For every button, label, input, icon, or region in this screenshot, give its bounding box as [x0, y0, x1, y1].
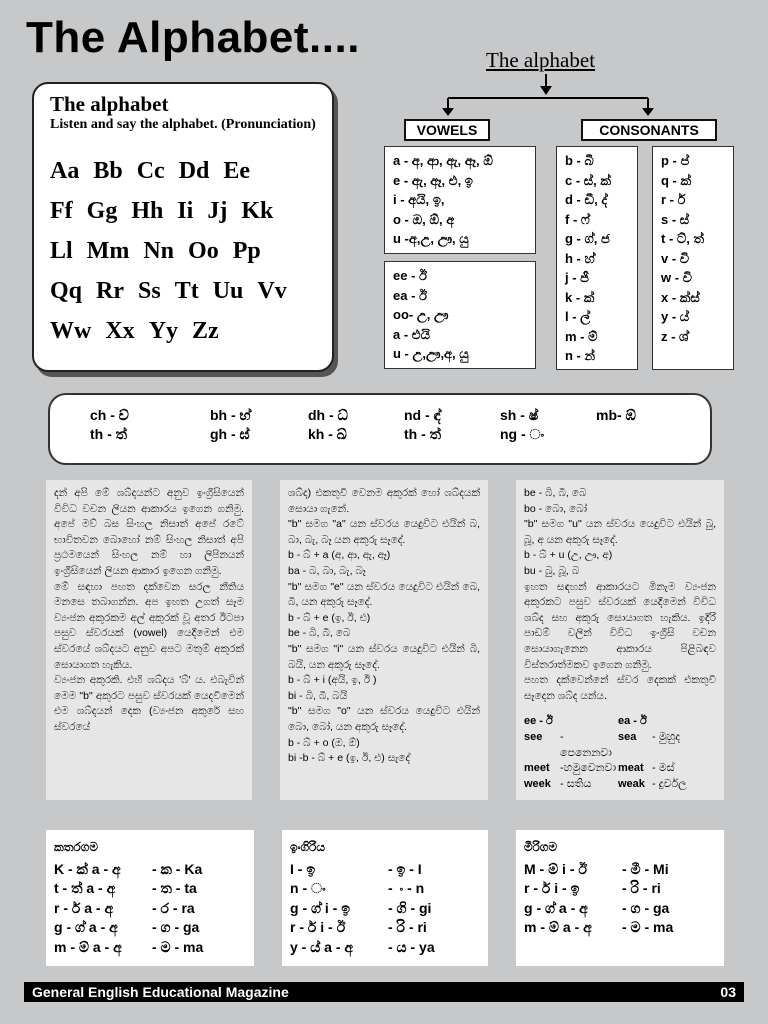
example-cell: - ත - ta: [152, 880, 197, 896]
sinhala-meaning: - මුහුද: [652, 730, 681, 743]
column-paragraph: "b" සමග "e" යන ස්වරය යෙදුවිට එයින් බෙ, බී, යන අකුරු සෑදේ.: [288, 580, 480, 609]
example-cell: - ං - n: [388, 880, 425, 896]
letter-pair: Ff: [50, 197, 73, 224]
letter-pair: Vv: [257, 277, 287, 304]
letter-row: [50, 311, 332, 351]
digraph-item: gh - ඝ්: [210, 426, 250, 442]
vowel-item: i - අයි, ඉ,: [393, 192, 445, 207]
column-paragraph: bi -b - බ් + e (ඉ, ඊ, එ) සැදේ: [288, 752, 410, 765]
example-cell: n - ං: [290, 880, 326, 896]
example-cell: M - ම් i - ඊ: [524, 860, 588, 877]
example-cell: m - ම් a - අ: [54, 938, 122, 955]
column-paragraph: bi - බි, බී, බයි: [288, 689, 348, 702]
example-cell: - ර - ra: [152, 899, 195, 916]
vowels-single-list: [384, 146, 536, 254]
letter-pair: Hh: [131, 197, 164, 224]
english-word: meat: [618, 762, 644, 775]
vowel-item: o - ඔ, ඕ, අ: [393, 211, 455, 227]
vowel-pair-item: a - එයි: [393, 326, 430, 342]
column-paragraph: bu - බු, බූ, බ: [524, 564, 580, 577]
digraph-strip: [48, 393, 712, 465]
consonants-left-list: [556, 146, 638, 370]
vowel-item: u -අ,උ, ඌ, යු: [393, 231, 469, 246]
tree-title: The alphabet: [486, 48, 596, 72]
letter-pair: Aa: [50, 157, 80, 184]
consonant-item: k - ක්: [565, 289, 595, 305]
example-cell: t - ත් a - අ: [54, 880, 116, 896]
example-cell: - මී - Mi: [622, 860, 669, 877]
vowel-word-row: [524, 777, 716, 793]
column-paragraph: ba - බ, බා, බැ, බෑ: [288, 564, 366, 577]
consonant-item: g - ග්, ජ: [565, 231, 610, 246]
magazine-name: General English Educational Magazine: [32, 984, 289, 1000]
digraph-item: bh - භ්: [210, 407, 251, 423]
column-paragraph: "b" සමග "a" යන ස්වරය යෙදුවිට එයින් බ, බා, බැ, බෑ යන අකුරු සෑදේ.: [288, 518, 480, 546]
consonant-item: p - ප්: [661, 153, 690, 168]
explanation-column-2: [280, 480, 488, 800]
example-cell: r - ර් i - ඉ: [524, 880, 580, 896]
vowels-label: VOWELS: [404, 119, 490, 141]
digraph-item: ch - ච්: [90, 407, 129, 423]
consonants-label: CONSONANTS: [581, 119, 717, 141]
example-cell: g - ග් i - ඉ: [290, 899, 350, 916]
digraph-item: sh - ෂ්: [500, 407, 539, 423]
letter-pair: Ee: [223, 157, 251, 184]
example-cell: y - ය් a - අ: [290, 938, 354, 955]
letter-row: [50, 231, 332, 271]
vowel-pair-examples: [524, 714, 716, 792]
consonant-item: n - න්: [565, 348, 596, 363]
example-cell: - ය - ya: [388, 938, 435, 955]
sinhala-meaning: - මස්: [652, 762, 675, 775]
consonant-item: w - වි: [661, 270, 693, 285]
english-word: week: [524, 777, 551, 790]
example-title: ඉංගිරිය: [290, 840, 326, 854]
example-box-kataragama: [46, 830, 254, 966]
example-row: [54, 918, 254, 938]
consonant-item: c - ස්, ක්: [565, 172, 611, 188]
letter-pair: Cc: [136, 157, 165, 184]
example-row: [524, 899, 724, 919]
letter-pair: Qq: [50, 277, 83, 304]
example-cell: - රි - ri: [622, 880, 661, 896]
letter-pair: Ll: [50, 237, 73, 264]
consonant-item: x - ක්ස්: [661, 289, 700, 305]
vowel-word-row: [524, 730, 716, 761]
letter-pair: Ii: [177, 197, 194, 224]
example-row: [54, 860, 254, 880]
column-paragraph: "b" සමග "o" යන ස්වරය යෙදුවිට එයින් බො, බෝ, යන අකුරු සෑදේ.: [288, 705, 480, 733]
consonant-item: b - බී: [565, 153, 594, 168]
column-paragraph: ඉහත සඳහන් ආකාරයට මිනැම ව්‍යංජන අකුරකට පසුව ස්වරයක් යෙදීමෙන් විවිධ ශබ්ද සහ අකුරු සොයාගත හැකිය. ඉදිරි පාඩම් වලින් විවිධ ඉංග්‍රීසි වචන සොයාගැනෙන ආකාරය පිළිබඳව විස්තරාත්මකව ඉගෙන ගනිමු.: [524, 580, 716, 671]
column-paragraph: b - බ් + e (ඉ, ඊ, එ): [288, 611, 371, 624]
example-title: මීරිගම: [524, 840, 558, 854]
example-row: [290, 879, 488, 899]
example-cell: I - ඉ: [290, 860, 316, 877]
vowel-pair-header: [524, 714, 716, 730]
consonant-item: m - ම්: [565, 328, 598, 344]
column-paragraph: "b" සමග "u" යන ස්වරය යෙදුවිට එයින් බු, බූ, අ යන අකුරු සෑදේ.: [524, 518, 716, 546]
vowel-item: a - අ, ආ, ඇ, ඈ, ඕ: [393, 153, 493, 168]
alphabet-letters: [50, 151, 332, 351]
example-cell: - ක - Ka: [152, 860, 203, 877]
letter-pair: Pp: [232, 237, 261, 264]
letter-pair: Gg: [86, 197, 118, 224]
column-paragraph: මේ සඳහා පහත දක්වෙන සරල නීතිය මනසෙ තබාගන්න. අප ඉහත උගත් සෑම ව්‍යංජන අකුරකම අල් අකුරක් වූ අතර ඊටපා පසුව ස්වරයක් (vowel) යෙදීමෙන් එම ස්වරයේ ශබ්දයට අනුව අපට මතුම් අකුරක් සොයාගත හැකිය.: [54, 580, 244, 671]
column-paragraph: ශබ්ද) එකතුවී වෙනම අකුරක් හෝ ශබ්දයක් සොයා ගැනේ.: [288, 487, 480, 515]
example-cell: K - ක් a - අ: [54, 860, 121, 877]
alphabet-instruction: Listen and say the alphabet. (Pronunciation): [50, 117, 316, 132]
consonant-item: q - ක්: [661, 172, 692, 188]
consonant-item: z - ශ්: [661, 328, 689, 344]
example-cell: g - ග් a - අ: [54, 919, 118, 935]
sinhala-meaning: - දුර්වල: [652, 777, 687, 790]
sinhala-meaning: - සතිය: [560, 777, 592, 790]
consonant-item: s - ස්: [661, 211, 690, 227]
example-row: [54, 879, 254, 899]
consonant-item: f - ෆ්: [565, 211, 590, 227]
letter-row: [50, 271, 332, 311]
consonant-item: j - ජී: [565, 270, 589, 285]
letter-pair: Yy: [148, 317, 179, 344]
letter-pair: Xx: [105, 317, 135, 344]
column-paragraph: ව්‍යංජන අකුරකි. එහි ශබ්දය 'බ්' ය. එබැවින් මෙම "b" අකුරට පසුව ස්වරයක් යෙදවීමෙන් එම ශබ්දයන් දෙක (ව්‍යංජන අකුරේ සහ ස්වරයේ: [54, 674, 244, 733]
column-paragraph: bo - බො, බෝ: [524, 502, 588, 515]
consonants-right-list: [652, 146, 734, 370]
column-paragraph: be - බි, බී, බෙ: [288, 627, 351, 640]
column-paragraph: b - බ් + u (උ, ඌ, අ): [524, 549, 613, 562]
digraph-item: kh - ඛ්: [308, 426, 347, 442]
letter-row: [50, 191, 332, 231]
english-word: meet: [524, 762, 550, 775]
example-cell: - රි - ri: [388, 919, 427, 935]
consonant-item: v - වි: [661, 250, 690, 266]
example-cell: - ග - ga: [152, 919, 200, 935]
vowel-pair-item: oo- උ, ඌ: [393, 307, 449, 322]
example-box-mirigama: [516, 830, 724, 966]
consonant-item: h - හ්: [565, 250, 595, 266]
explanation-column-3: [516, 480, 724, 800]
example-row: [54, 938, 254, 958]
column-3-text: [524, 486, 716, 704]
vowel-pair-ee: ee - ඊ: [524, 715, 553, 728]
vowel-item: e - ඇ, ඈ, එ, ඉ: [393, 172, 473, 188]
example-cell: r - ර් i - ඊ: [290, 919, 346, 935]
digraph-item: dh - ධ්: [308, 407, 348, 423]
letter-pair: Tt: [174, 277, 199, 304]
consonant-item: d - ඩී, ද්: [565, 192, 608, 207]
example-row: [290, 860, 488, 880]
example-row: [290, 899, 488, 919]
column-paragraph: b - බ් + o (ඔ, ඕ): [288, 736, 360, 749]
vowel-pair-item: ee - ඊ: [393, 268, 428, 283]
example-title: කතරගම: [54, 840, 98, 854]
vowel-pair-ea: ea - ඊ: [618, 715, 647, 728]
column-paragraph: දන් අපි මේ ශබ්දයන්ට අනුව ඉංග්‍රීසියෙන් විවිධ වචන ලියන ආකාරය ඉගෙන ගනිමු. අපේ මව් බස සිංහල නිසාත් අපේ රටේ භාවිතවන බොහෝ නම් සිංහල නිසාත් අපි ප්‍රථමයෙන් සිංහල නම් හා ලිපිනයන් ඉංග්‍රීසියෙන් ලියන ආකාර ඉගෙන ගනිමු.: [54, 487, 244, 577]
example-box-ingiriya: [282, 830, 488, 966]
example-cell: g - ග් a - අ: [524, 899, 588, 916]
digraph-item: th - ත්: [404, 426, 442, 442]
vowel-word-list: [524, 730, 716, 792]
footer-bar: [24, 982, 744, 1002]
letter-pair: Nn: [143, 237, 175, 264]
example-cell: - ම - ma: [622, 919, 674, 935]
column-paragraph: b - බ් + i (අයි, ඉ, ඊ ): [288, 674, 377, 687]
letter-pair: Ww: [50, 317, 92, 344]
consonant-item: l - ල්: [565, 309, 591, 324]
english-word: see: [524, 730, 543, 743]
example-row: [290, 938, 488, 958]
column-paragraph: b - බ් + a (අ, ආ, ඇ, ඈ): [288, 549, 391, 562]
letter-pair: Oo: [188, 237, 219, 264]
example-cell: - ගි - gi: [388, 899, 432, 916]
vowel-pair-item: ea - ඊ: [393, 287, 428, 303]
sinhala-meaning: -හමුවෙනවා: [560, 762, 617, 775]
vowels-double-list: [384, 261, 536, 369]
letter-pair: Rr: [96, 277, 124, 304]
digraph-item: ng - ං: [500, 426, 545, 442]
example-row: [54, 899, 254, 919]
page-number: 03: [720, 984, 736, 1000]
letter-pair: Mm: [86, 237, 130, 264]
consonant-item: r - ර්: [661, 192, 686, 207]
alphabet-heading: The alphabet: [50, 92, 169, 116]
explanation-column-1: [46, 480, 252, 800]
consonant-item: t - ට්, ත්: [661, 231, 705, 246]
vowel-word-row: [524, 761, 716, 777]
digraph-item: nd - ඳ්: [404, 407, 441, 423]
example-row: [524, 860, 724, 880]
letter-pair: Dd: [178, 157, 210, 184]
example-cell: m - ම් a - අ: [524, 919, 592, 935]
example-cell: - ග - ga: [622, 899, 670, 916]
page-title: The Alphabet....: [26, 13, 360, 62]
letter-pair: Jj: [207, 197, 228, 224]
letter-row: [50, 151, 332, 191]
example-row: [524, 918, 724, 938]
digraph-item: mb- ඹ්: [596, 407, 636, 423]
letter-pair: Ss: [138, 277, 161, 304]
consonant-item: y - ය්: [661, 309, 690, 324]
example-cell: - ම - ma: [152, 938, 204, 955]
alphabet-card: [32, 82, 334, 372]
column-paragraph: "b" සමග "i" යන ස්වරය යෙදුවිට එයින් බි, බයි, යන අකුරු සෑදේ.: [288, 642, 480, 671]
letter-pair: Zz: [192, 317, 219, 344]
letter-pair: Kk: [241, 197, 274, 224]
digraph-item: th - ත්: [90, 426, 128, 442]
example-cell: - ඉ - I: [388, 860, 422, 877]
letter-pair: Uu: [212, 277, 244, 304]
letter-pair: Bb: [93, 157, 123, 184]
tree-connector-lines: [380, 70, 670, 120]
english-word: sea: [618, 730, 637, 743]
example-row: [524, 879, 724, 899]
column-paragraph: be - බි, බී, බෙ: [524, 487, 587, 499]
example-row: [290, 918, 488, 938]
vowel-pair-item: u - උ,ඌ,අ, යු: [393, 346, 469, 361]
column-paragraph: පහත දක්වෙන්නේ ස්වර දෙකක් එකතුවී සෑදෙන ශබ්ද යන්ය.: [524, 674, 716, 702]
english-word: weak: [618, 777, 645, 790]
sinhala-meaning: - පෙනෙනවා: [560, 730, 612, 759]
example-cell: r - ර් a - අ: [54, 899, 114, 916]
